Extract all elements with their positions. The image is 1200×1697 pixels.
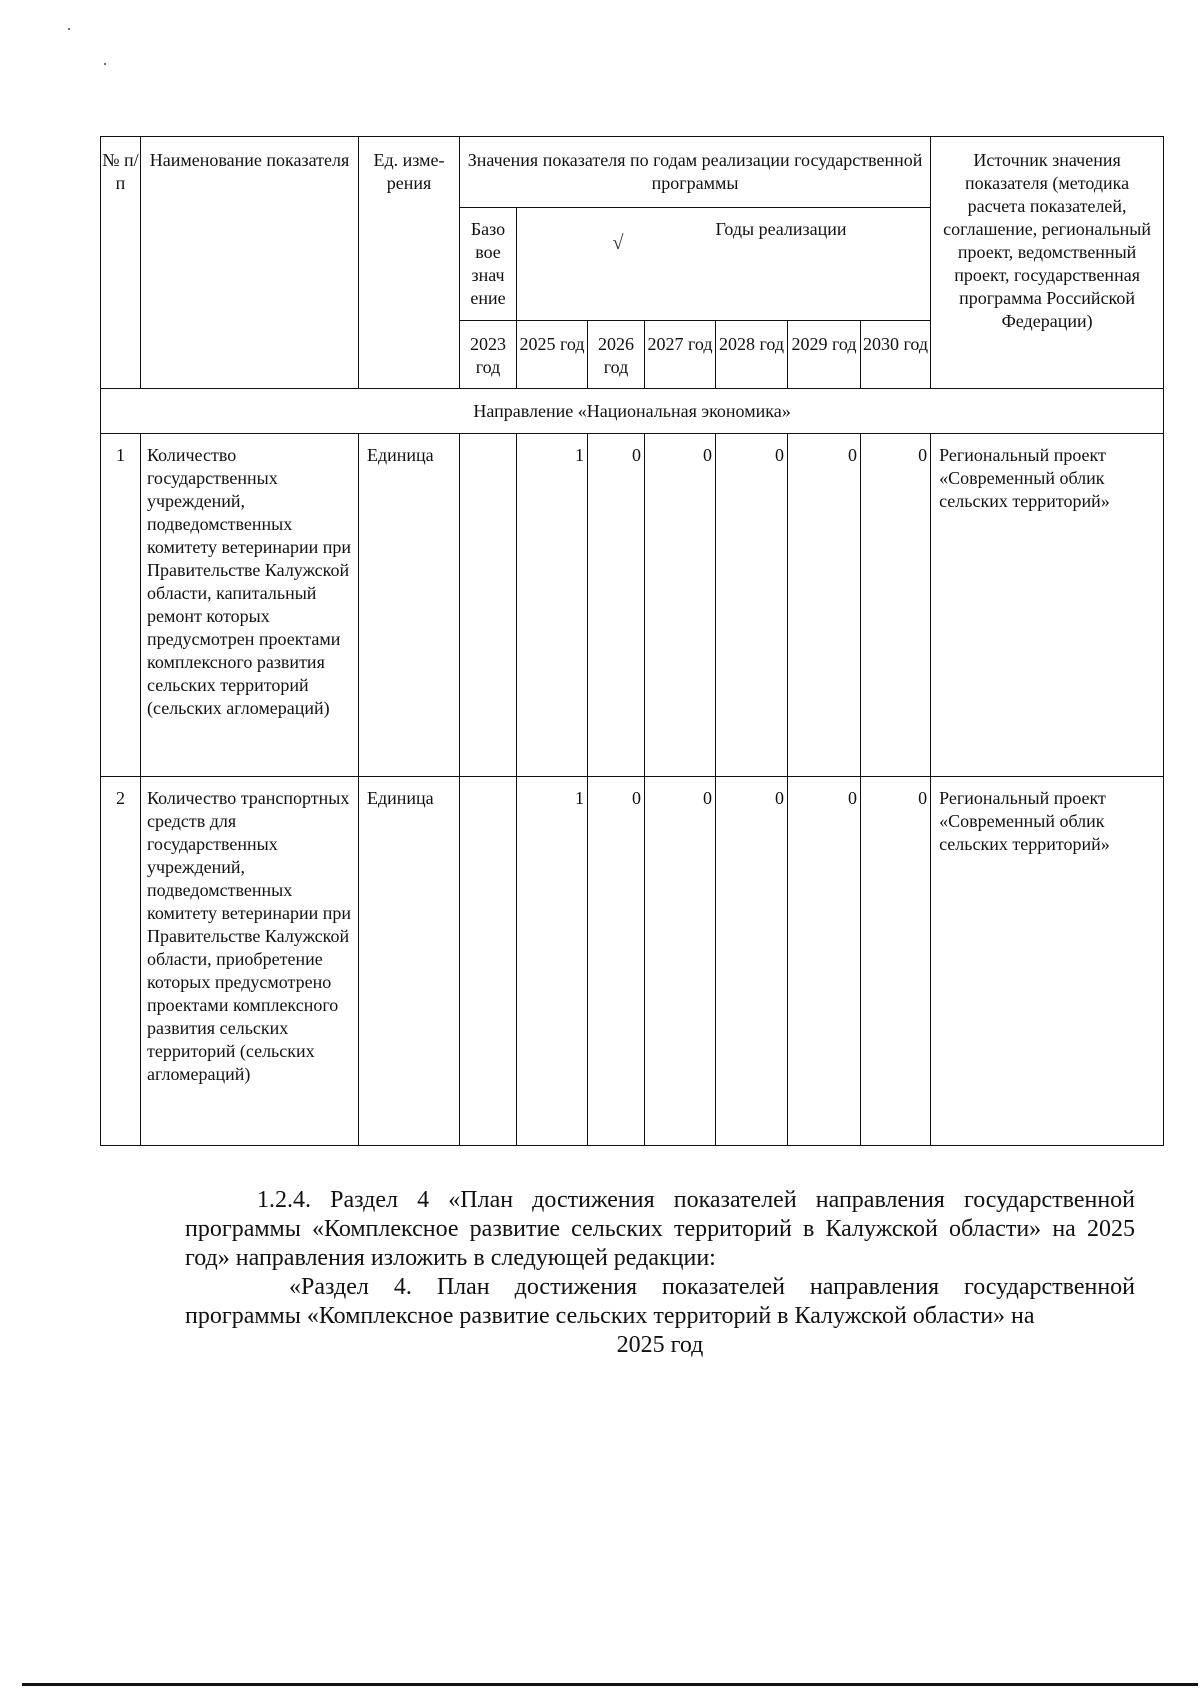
row-value-2025: 1 xyxy=(517,777,588,1146)
row-number: 1 xyxy=(101,434,141,777)
handwritten-check-mark: √ xyxy=(612,232,624,254)
header-name: Наименование показателя xyxy=(141,137,359,389)
row-value-2026: 0 xyxy=(588,434,645,777)
header-years-group xyxy=(517,208,931,321)
header-year: 2026 год xyxy=(588,321,645,389)
direction-row xyxy=(101,389,1164,434)
header-base-value: Базо вое знач ение xyxy=(460,208,517,321)
row-unit: Единица xyxy=(359,777,460,1146)
amendment-paragraph: 1.2.4. Раздел 4 «План достижения показателей направления государственной программы «Комплексное развитие сельских территорий в Калужской области» на 2025 год» направления изложить в следующей редакции: xyxy=(185,1187,1135,1271)
header-year: 2029 год xyxy=(788,321,861,389)
header-values-group: Значения показателя по годам реализации государственной программы xyxy=(460,137,931,208)
scan-speck xyxy=(104,63,106,65)
page-bottom-rule xyxy=(22,1683,1198,1686)
row-source: Региональный проект «Современный облик сельских территорий» xyxy=(931,777,1164,1146)
amendment-text xyxy=(185,1186,1135,1360)
row-number: 2 xyxy=(101,777,141,1146)
section-title: «Раздел 4. План достижения показателей направления государственной программы «Комплексное развитие сельских территорий в Калужской области» на xyxy=(185,1274,1135,1329)
row-unit: Единица xyxy=(359,434,460,777)
header-year: 2023 год xyxy=(460,321,517,389)
scan-speck xyxy=(68,28,70,30)
header-number: № п/п xyxy=(101,137,141,389)
header-year: 2028 год xyxy=(716,321,788,389)
row-value-2030: 0 xyxy=(861,777,931,1146)
header-year: 2025 год xyxy=(517,321,588,389)
row-value-2027: 0 xyxy=(645,777,716,1146)
row-source: Региональный проект «Современный облик сельских территорий» xyxy=(931,434,1164,777)
row-indicator-name: Количество государственных учреждений, подведомственных комитету ветеринарии при Правительстве Калужской области, капитальный ремонт которых предусмотрен проектами комплексного развития сельских территорий (сельских агломераций) xyxy=(141,434,359,777)
row-value-2025: 1 xyxy=(517,434,588,777)
header-unit: Ед. изме-рения xyxy=(359,137,460,389)
table-row xyxy=(101,777,1164,1146)
table-header-row xyxy=(101,137,1164,208)
header-year: 2027 год xyxy=(645,321,716,389)
header-source: Источник значения показателя (методика расчета показателей, соглашение, региональный проект, ведомственный проект, государственная программа Российской Федерации) xyxy=(931,137,1164,389)
row-value-2029: 0 xyxy=(788,777,861,1146)
row-value-2026: 0 xyxy=(588,777,645,1146)
row-value-2027: 0 xyxy=(645,434,716,777)
row-value-2030: 0 xyxy=(861,434,931,777)
row-indicator-name: Количество транспортных средств для государственных учреждений, подведомственных комитету ветеринарии при Правительстве Калужской области, приобретение которых предусмотрено проектами комплексного развития сельских территорий (сельских агломераций) xyxy=(141,777,359,1146)
row-base-value xyxy=(460,434,517,777)
row-value-2029: 0 xyxy=(788,434,861,777)
header-years-label: Годы реализации xyxy=(715,219,847,239)
indicators-table xyxy=(100,136,1164,1146)
row-value-2028: 0 xyxy=(716,777,788,1146)
row-base-value xyxy=(460,777,517,1146)
header-year: 2030 год xyxy=(861,321,931,389)
table-row xyxy=(101,434,1164,777)
section-title-year: 2025 год xyxy=(616,1332,704,1358)
direction-title: Направление «Национальная экономика» xyxy=(101,389,1164,434)
row-value-2028: 0 xyxy=(716,434,788,777)
